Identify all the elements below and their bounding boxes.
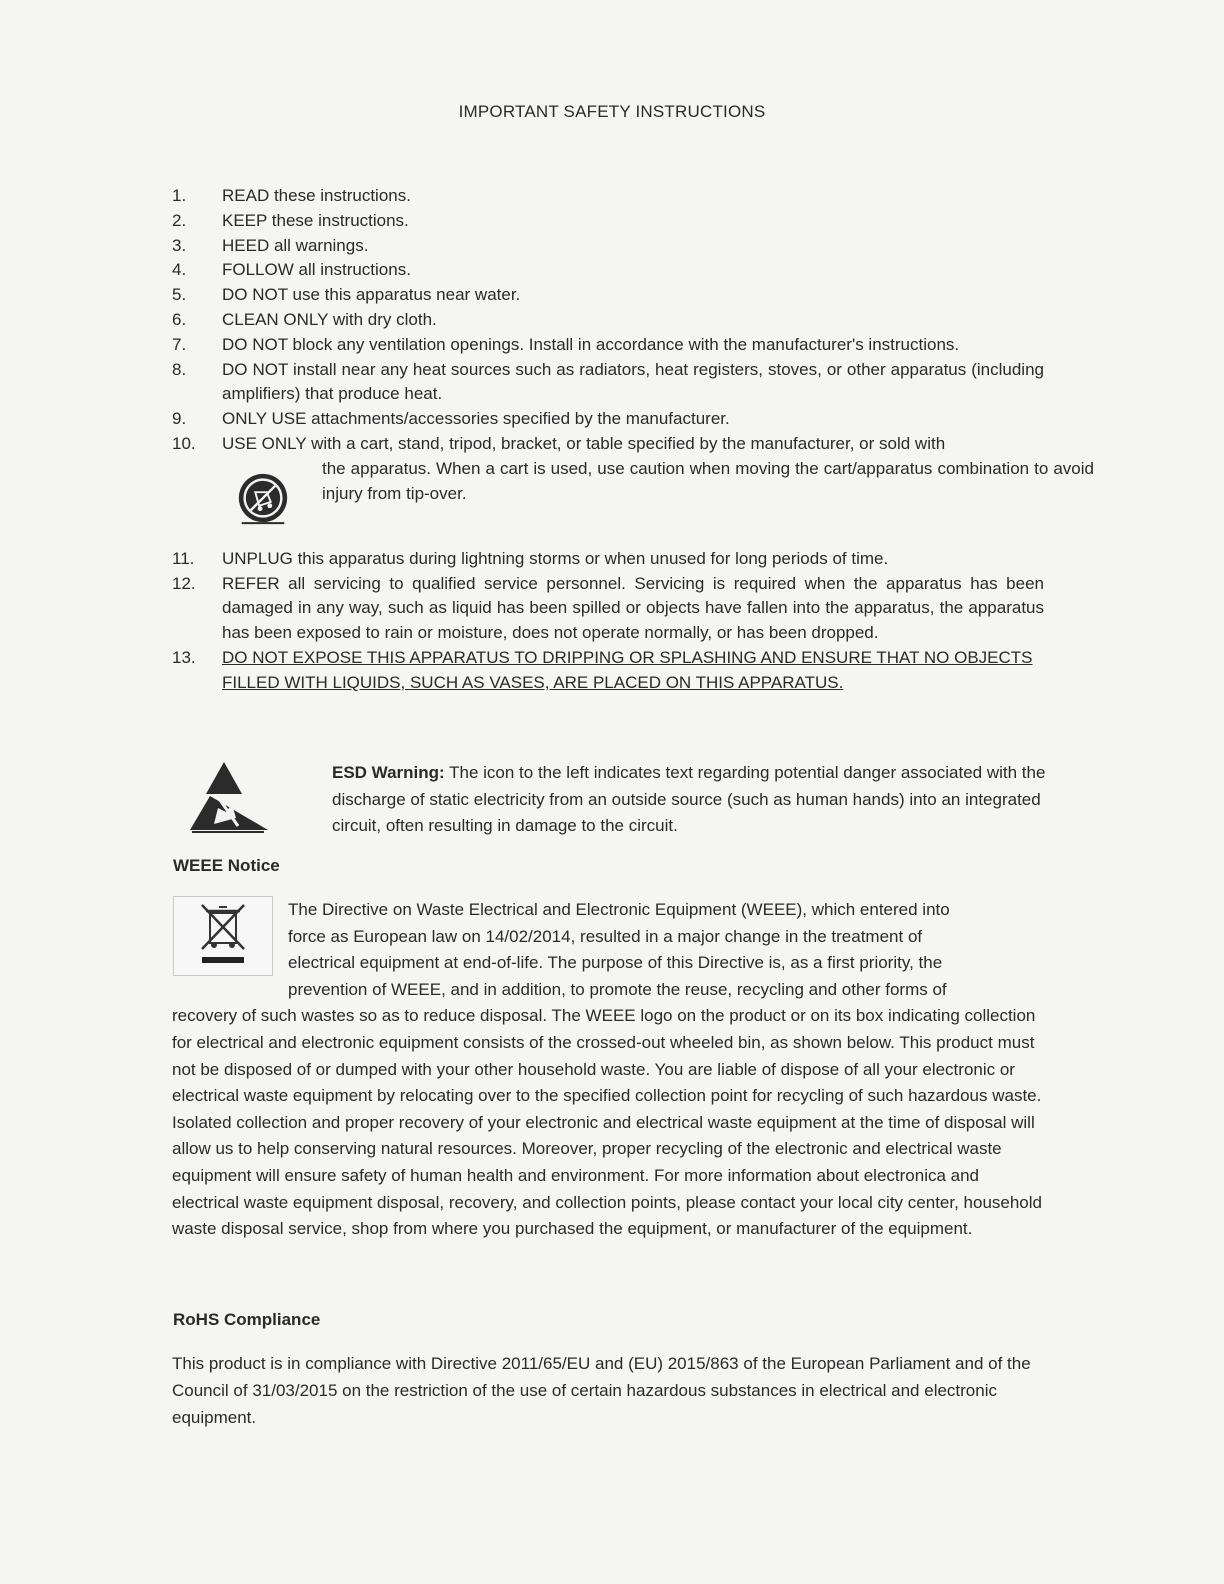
item-number: 10. (172, 433, 196, 453)
weee-body: recovery of such wastes so as to reduce disposal. The WEEE logo on the product or on its box indicating collection for electrical and electronic equipment consists of the crossed-out wheeled bin, as shown below. This product must not be disposed of or dumped with your other household waste. You are liable of dispose of all your electronic or electrical waste equipment by relocating over to the specified collection point for recycling of such hazardous waste. Isolated collection and proper recovery of your electronic and electrical waste equipment at the time of disposal will allow us to help conserving natural resources. Moreover, proper recycling of the electronic and electrical waste equipment will ensure safety of human health and environment. For more information about electronica and electrical waste equipment disposal, recovery, and collection points, please contact your local city center, household waste disposal service, shop from where you purchased the equipment, or manufacturer of the equipment. (172, 1006, 1042, 1239)
list-item (172, 184, 1044, 209)
weee-line: The Directive on Waste Electrical and Electronic Equipment (WEEE), which entered into (288, 900, 950, 919)
item-text: USE ONLY with a cart, stand, tripod, bracket, or table specified by the manufacturer, or sold with (222, 433, 946, 453)
esd-warning-label: ESD Warning: (332, 763, 445, 782)
item-text: UNPLUG this apparatus during lightning storms or when unused for long periods of time. (222, 548, 889, 568)
item-number: 5. (172, 285, 187, 305)
weee-notice-text (172, 897, 1042, 1243)
cart-warning-row (222, 457, 1094, 521)
weee-intro-lines (172, 897, 1042, 1003)
esd-warning-icon (180, 760, 270, 836)
item-text: DO NOT use this apparatus near water. (222, 285, 521, 305)
item-text: ONLY USE attachments/accessories specified by the manufacturer. (222, 409, 730, 429)
rohs-heading: RoHS Compliance (173, 1310, 321, 1329)
cart-warning-text: the apparatus. When a cart is used, use caution when moving the cart/apparatus combination to avoid injury from tip-over. (322, 458, 1094, 503)
item-text: KEEP these instructions. (222, 210, 409, 230)
list-item (172, 646, 1044, 696)
item-number: 8. (172, 359, 187, 379)
item-text: DO NOT block any ventilation openings. Install in accordance with the manufacturer's instructions. (222, 334, 960, 354)
item-number: 1. (172, 186, 187, 205)
esd-warning-text (332, 760, 1052, 840)
item-number: 9. (172, 409, 187, 429)
list-item (172, 258, 1044, 283)
item-number: 11. (172, 548, 195, 568)
weee-line: electrical equipment at end-of-life. The purpose of this Directive is, as a first priority, the (288, 953, 943, 973)
list-item (172, 209, 1044, 234)
esd-warning-section (172, 760, 1052, 840)
list-item (172, 432, 1094, 547)
item-text: CLEAN ONLY with dry cloth. (222, 309, 437, 329)
item-text: READ these instructions. (222, 186, 411, 205)
item-number: 7. (172, 334, 187, 354)
item-number: 6. (172, 309, 187, 329)
cart-tipover-icon (234, 469, 292, 527)
page-title: IMPORTANT SAFETY INSTRUCTIONS (458, 102, 766, 121)
list-item (172, 572, 1044, 646)
list-item (172, 333, 1044, 358)
list-item (172, 407, 1044, 432)
item-number: 3. (172, 235, 187, 255)
item-text: REFER all servicing to qualified service personnel. Servicing is required when the apparatus has been damaged in any way, such as liquid has been spilled or objects have fallen into the apparatus, the apparatus has been exposed to rain or moisture, does not operate normally, or has been dropped. (222, 573, 1044, 643)
item-number: 2. (172, 210, 187, 230)
weee-line: prevention of WEEE, and in addition, to promote the reuse, recycling and other forms of (288, 979, 947, 999)
item-text: FOLLOW all instructions. (222, 260, 411, 280)
item-text: HEED all warnings. (222, 235, 369, 255)
list-item (172, 547, 1044, 572)
instruction-list (172, 184, 1094, 696)
weee-line: force as European law on 14/02/2014, resulted in a major change in the treatment of (288, 926, 923, 946)
item-number: 13. (172, 647, 196, 667)
list-item (172, 283, 1044, 308)
list-item (172, 308, 1044, 333)
rohs-text: This product is in compliance with Directive 2011/65/EU and (EU) 2015/863 of the European Parliament and of the Council of 31/03/2015 on the restriction of the use of certain hazardous substances in electrical and electronic equipment. (172, 1354, 1031, 1427)
weee-heading: WEEE Notice (173, 856, 280, 875)
item-number: 12. (172, 573, 196, 593)
item-text: DO NOT install near any heat sources such as radiators, heat registers, stoves, or other apparatus (including amplifiers) that produce heat. (222, 359, 1044, 404)
esd-warning-body: The icon to the left indicates text regarding potential danger associated with the discharge of static electricity from an outside source (such as human hands) into an integrated circuit, often resulting in damage to the circuit. (332, 763, 1046, 835)
list-item (172, 234, 1044, 259)
list-item (172, 358, 1044, 408)
item-text: DO NOT EXPOSE THIS APPARATUS TO DRIPPING OR SPLASHING AND ENSURE THAT NO OBJECTS FILLED WITH LIQUIDS, SUCH AS VASES, ARE PLACED ON THIS APPARATUS. (222, 647, 1033, 692)
item-number: 4. (172, 260, 187, 280)
